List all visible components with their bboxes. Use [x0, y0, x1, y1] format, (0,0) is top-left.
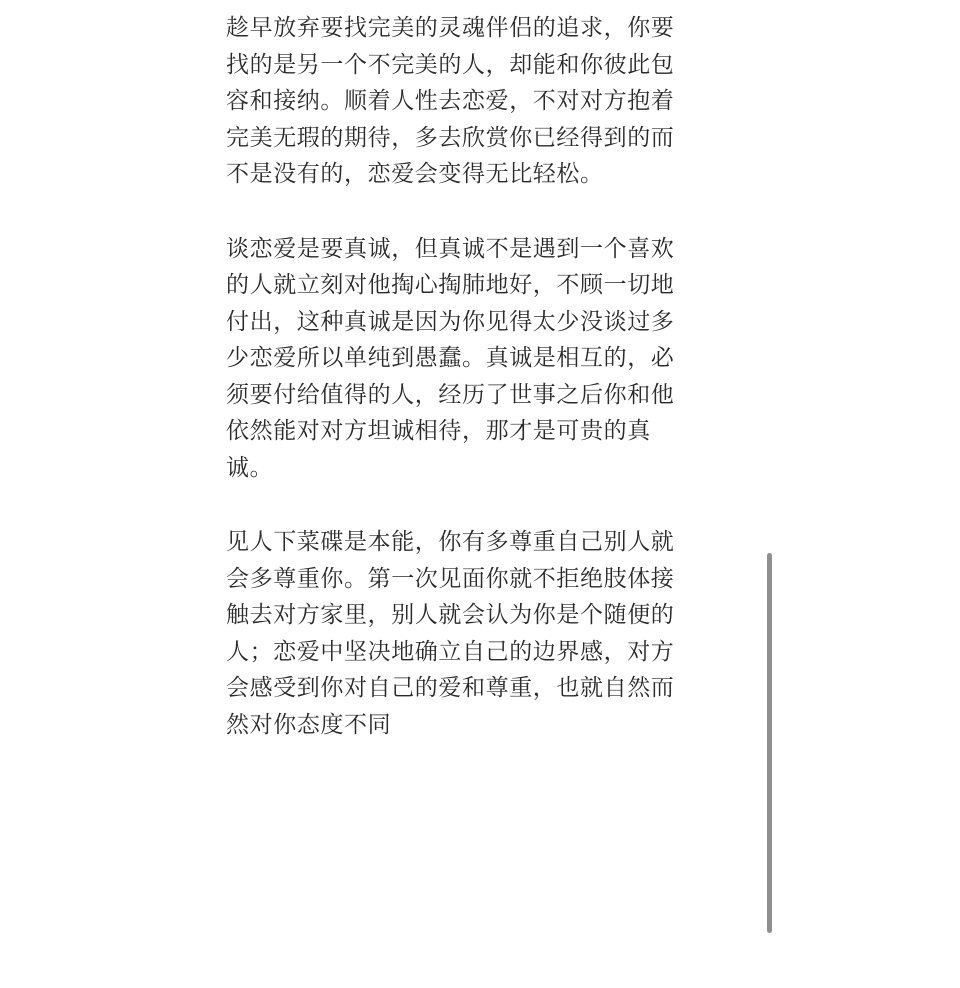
text-line: 完美无瑕的期待，多去欣赏你已经得到的而 — [226, 124, 675, 151]
text-line: 见人下菜碟是本能，你有多尊重自己别人就 — [226, 529, 675, 555]
text-line: 诚。 — [226, 454, 274, 481]
text-line: 趁早放弃要找完美的灵魂伴侣的追求，你要 — [226, 15, 675, 41]
paragraph-1 — [226, 10, 726, 193]
text-line: 少恋爱所以单纯到愚蠢。真诚是相互的，必 — [226, 345, 675, 371]
text-line: 人；恋爱中坚决地确立自己的边界感，对方 — [226, 638, 675, 665]
paragraph-3 — [226, 524, 726, 743]
text-line: 不是没有的，恋爱会变得无比轻松。 — [226, 161, 604, 187]
text-line: 触去对方家里，别人就会认为你是个随便的 — [226, 602, 675, 628]
text-line: 会多尊重你。第一次见面你就不拒绝肢体接 — [226, 565, 675, 592]
paragraph-2 — [226, 231, 726, 487]
text-line: 付出，这种真诚是因为你见得太少没谈过多 — [226, 308, 675, 335]
vertical-scrollbar[interactable] — [767, 553, 772, 933]
text-line: 找的是另一个不完美的人，却能和你彼此包 — [226, 51, 675, 78]
text-line: 谈恋爱是要真诚，但真诚不是遇到一个喜欢 — [226, 235, 675, 262]
article-body — [226, 10, 726, 781]
text-line: 依然能对对方坦诚相待，那才是可贵的真 — [226, 418, 651, 444]
text-line: 的人就立刻对他掏心掏肺地好，不顾一切地 — [226, 272, 675, 298]
text-line: 容和接纳。顺着人性去恋爱，不对对方抱着 — [226, 88, 675, 114]
text-line: 须要付给值得的人，经历了世事之后你和他 — [226, 381, 675, 408]
text-line: 然对你态度不同 — [226, 711, 392, 738]
text-line: 会感受到你对自己的爱和尊重，也就自然而 — [226, 675, 675, 701]
